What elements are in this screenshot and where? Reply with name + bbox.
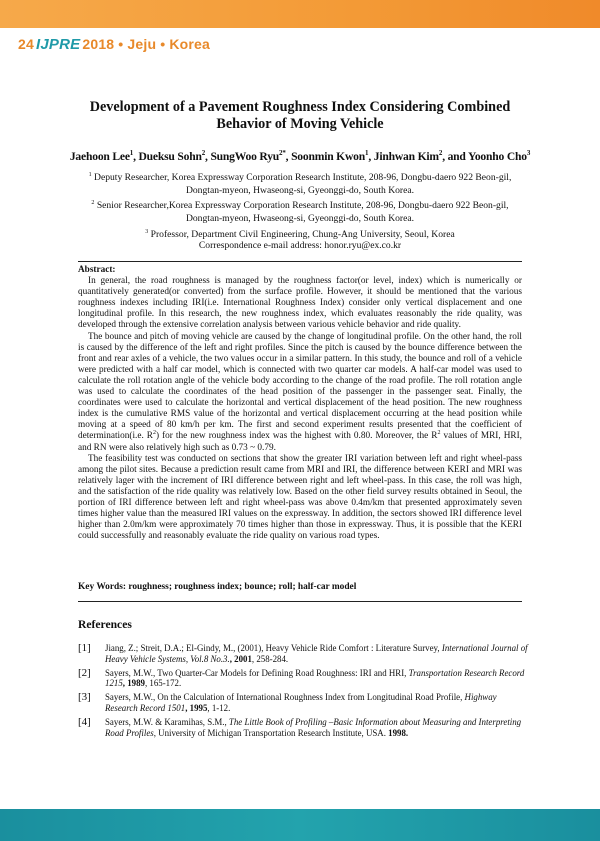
author-sup: 2 bbox=[201, 149, 206, 157]
divider bbox=[78, 261, 522, 262]
title-line: Development of a Pavement Roughness Index Considering Combined bbox=[89, 99, 511, 115]
affiliation: $^1$ Deputy Researcher, Korea Expressway Corporation Research Institute, 208-96, Dongbu-daero 922 Beon-gil, bbox=[88, 172, 512, 184]
author-sup: 1 bbox=[365, 149, 369, 157]
reference-number: [1] bbox=[78, 642, 91, 654]
affiliation-cont: Dongtan-myeon, Hwaseong-si, Gyeonggi-do, South Korea. bbox=[185, 213, 415, 225]
abstract bbox=[78, 265, 522, 542]
logo-brand: IJPRE bbox=[35, 35, 81, 53]
reference-number: [2] bbox=[78, 666, 91, 679]
abstract-label: Abstract: bbox=[78, 265, 116, 275]
affiliation: $^3$ Professor, Department Civil Engineering, Chung-Ang University, Seoul, Korea bbox=[145, 228, 455, 240]
footer-band bbox=[0, 809, 600, 841]
header-band bbox=[0, 0, 600, 28]
abstract-paragraph: In general, the road roughness is managed by the roughness factor(or level, index) which is numerically or quantitatively generated(or converted) from the surface profile. However, it should be mentioned that the various roughness indexes including IRI(i.e. International Roughness Index) consider only vertical displacement and one longitudinal profile. In this research, the new roughness index, which evaluates reasonably the ride quality, was developed through the extensive correlation analysis between various vehicle behavior and ride quality. bbox=[78, 276, 522, 331]
logo-separator: • bbox=[160, 36, 166, 52]
title-line: Behavior of Moving Vehicle bbox=[216, 116, 384, 132]
logo-city: Jeju bbox=[127, 36, 157, 52]
reference-number: [3] bbox=[78, 691, 91, 704]
affiliation: $^2$ Senior Researcher,Korea Expressway Corporation Research Institute, 208-96, Dongbu-daero 922 Beon-gil, bbox=[91, 200, 509, 212]
author-sup: 3 bbox=[526, 149, 531, 157]
affiliation-cont: Dongtan-myeon, Hwaseong-si, Gyeonggi-do, South Korea. bbox=[185, 184, 415, 196]
author-name: Yoonho Cho bbox=[467, 149, 527, 163]
author-sup: 1 bbox=[129, 149, 134, 157]
reference-text: Sayers, M.W., On the Calculation of International Roughness Index from Longitudinal Road Profile, Highway Research Record 1501, 1995, 1-12. bbox=[105, 692, 497, 713]
reference-text: Sayers, M.W. & Karamihas, S.M., The Little Book of Profiling –Basic Information about Measuring and Interpreting Road Profiles, University of Michigan Transportation Research Institute, USA. 1998. bbox=[105, 716, 522, 738]
conference-logo bbox=[18, 32, 210, 56]
logo-prefix: 24 bbox=[18, 36, 34, 52]
reference-number: [4] bbox=[78, 715, 91, 728]
logo-separator: • bbox=[118, 36, 124, 52]
divider bbox=[78, 601, 522, 602]
reference-list bbox=[78, 643, 528, 741]
author-name: Jaehoon Lee bbox=[69, 149, 130, 163]
logo-year: 2018 bbox=[82, 36, 115, 52]
author-name: Jinhwan Kim bbox=[373, 149, 439, 163]
abstract-paragraph: The bounce and pitch of moving vehicle are caused by the change of longitudinal profile. On the other hand, the roll is caused by the difference of the left and right profiles. Since the pitch is caused by the bounce difference between the front and rear axles of a vehicle, the two values occur in a similar pattern. In this study, the bounce and roll of a vehicle were predicted with a half car model, which is connected with two quarter car models. A half-car model was used to calculate the roll rotation angle of the vehicle body according to the change of the road profile. The roll rotation angle was used to calculate the coordinates of the head position of the passenger in the passenger seat. Finally, the coordinates were used to calculate the horizontal and vertical displacement of the head position. The new roughness index is the cumulative RMS value of the horizontal and vertical displacement occurring at the head position while moving at a speed of 80 km/h per km. The first and second experiment results presented that the coefficient of determination(i.e. $R^2$) for the new roughness index was the highest with 0.80. Moreover, the $R^2$ values of MRI, HRI, and RN were also relatively high such as 0.73 ~ 0.79. bbox=[78, 331, 522, 453]
author-name: SungWoo Ryu bbox=[210, 149, 280, 163]
reference-item bbox=[78, 717, 528, 739]
logo-country: Korea bbox=[169, 36, 211, 52]
reference-item bbox=[78, 692, 528, 714]
affiliations bbox=[60, 169, 540, 242]
author-list: Jaehoon Lee$^1$, Dueksu Sohn$^2$, SungWoo Ryu$^{2*}$, Soonmin Kwon$^1$, Jinhwan Kim$^2$, and Yoonho Cho$^3$ bbox=[69, 149, 531, 163]
paper-title bbox=[40, 99, 560, 133]
reference-text: Jiang, Z.; Streit, D.A.; El-Gindy, M., (2001), Heavy Vehicle Ride Comfort : Literature Survey, International Journal of Heavy Vehicle Systems, Vol.8 No.3., 2001, 258-284. bbox=[105, 643, 528, 664]
author-sup: 2* bbox=[279, 149, 286, 157]
correspondence: Correspondence e-mail address: honor.ryu@ex.co.kr bbox=[198, 240, 402, 251]
abstract-paragraph: The feasibility test was conducted on sections that show the greater IRI variation between left and right wheel-pass among the pilot sites. Because a prediction result came from MRI and IRI, the difference between KERI and MRI was relatively lager with the increment of IRI difference between right and left wheel-pass. In this case, the roll was high, and the satisfaction of the ride quality was relatively low. Based on the other field survey results obtained in Seoul, the portion of IRI difference between left and right wheel-pass was above 0.4m/km that presented approximately seven times higher value than the measured IRI values on the expressway. In addition, the sectors showed IRI difference level higher than 2.0m/km were approximately 70 times higher than those in expressway. Thus, it is possible that the KERI could successfully and reasonably evaluate the ride quality on various road types. bbox=[78, 453, 522, 542]
reference-item bbox=[78, 643, 528, 665]
author-name: Dueksu Sohn bbox=[138, 149, 202, 163]
keywords: Key Words: roughness; roughness index; bounce; roll; half-car model bbox=[78, 582, 357, 592]
reference-text: Sayers, M.W., Two Quarter-Car Models for Defining Road Roughness: IRI and HRI, Transportation Research Record 1215, 1989, 165-172. bbox=[105, 667, 525, 689]
references-heading: References bbox=[78, 618, 132, 631]
author-name: Soonmin Kwon bbox=[291, 149, 366, 163]
reference-item bbox=[78, 668, 528, 690]
author-sup: 2 bbox=[438, 149, 443, 157]
